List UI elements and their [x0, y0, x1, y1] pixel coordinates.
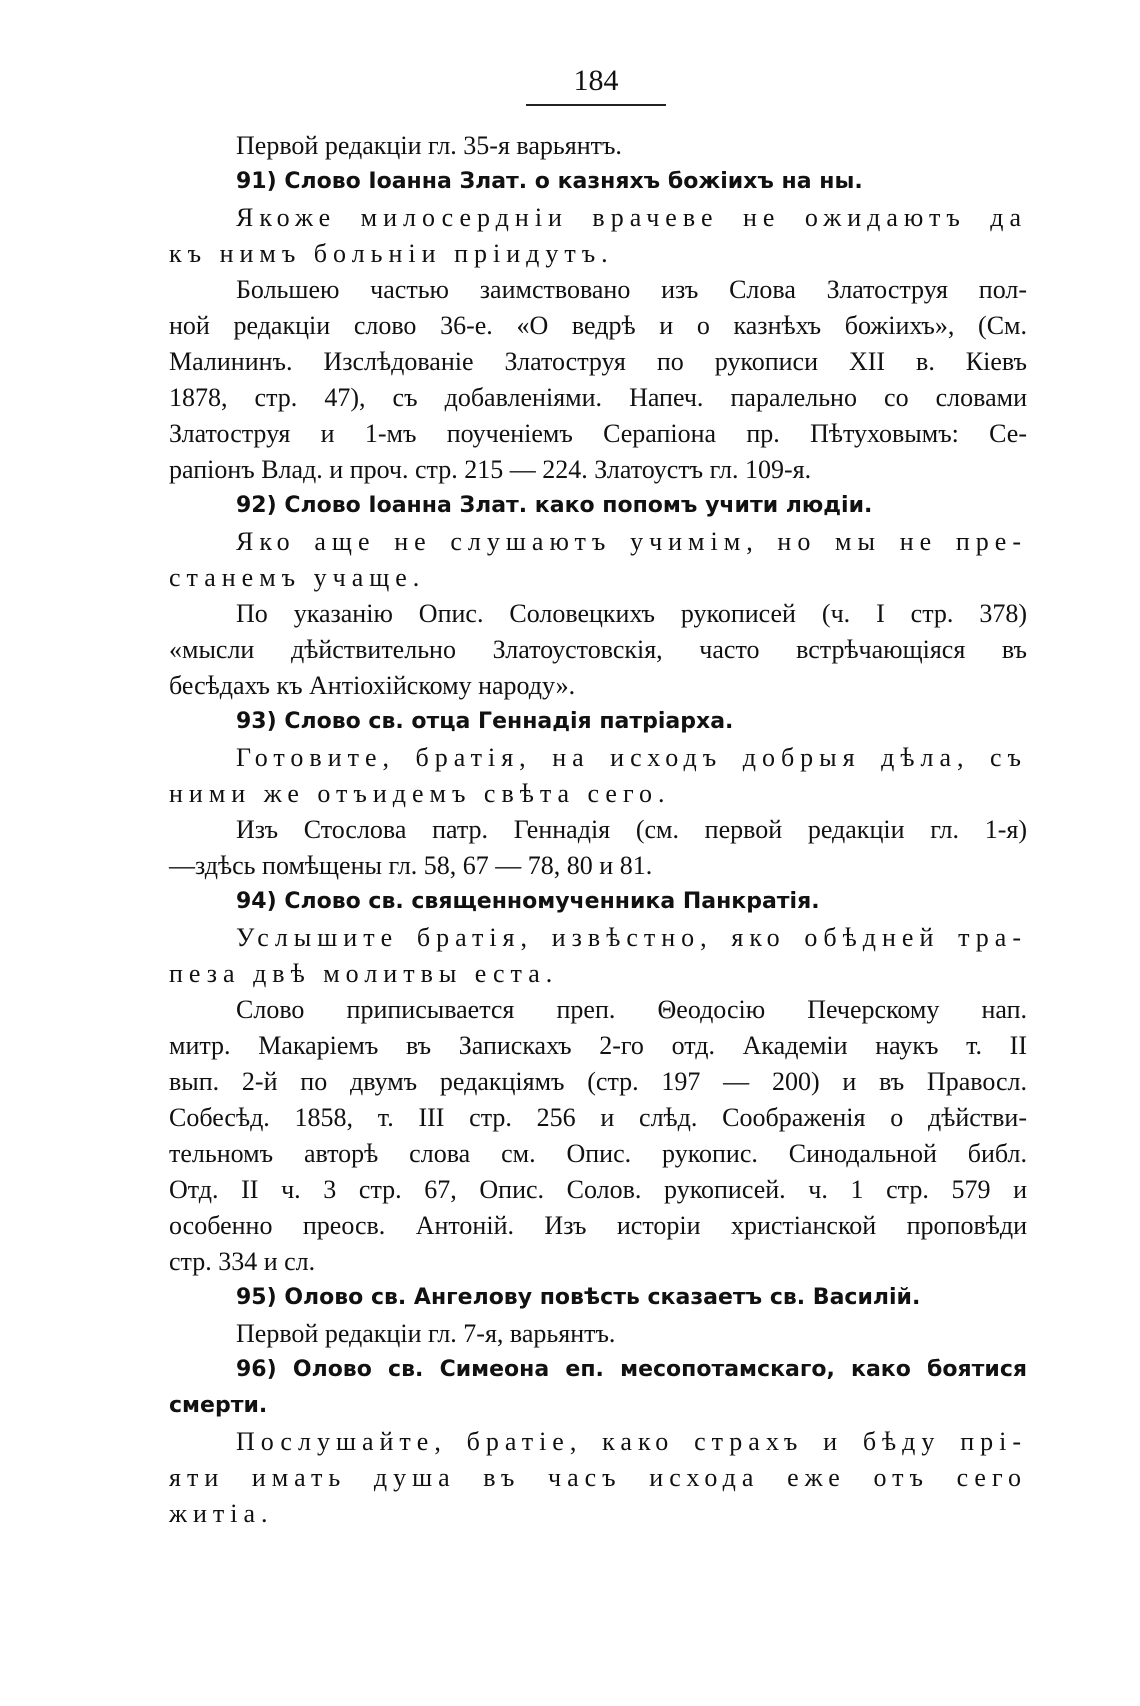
- entry-heading-line: 91) Слово Іоанна Злат. о казняхъ божіихъ на ны.: [236, 169, 863, 194]
- incipit-line: къ нимъ больніи пріидутъ.: [169, 239, 614, 268]
- incipit-line: станемъ учаще.: [169, 563, 426, 592]
- incipit-line: Услышите братія, извѣстно, яко обѣдней тра-: [236, 923, 1027, 952]
- note-line: Отд. II ч. 3 стр. 67, Опис. Солов. рукописей. ч. 1 стр. 579 и: [169, 1175, 1027, 1204]
- incipit-line: Якоже милосердніи врачеве не ожидаютъ да: [236, 203, 1027, 232]
- note-line: 1878, стр. 47), съ добавленіями. Напеч. паралельно со словами: [169, 383, 1027, 412]
- entry-heading-line: 92) Слово Іоанна Злат. како попомъ учити людіи.: [236, 493, 873, 518]
- incipit-line: Готовите, братія, на исходъ добрыя дѣла, съ: [236, 743, 1027, 772]
- note-line: Слово приписывается преп. Θеодосію Печерскому нап.: [236, 995, 1027, 1024]
- note-line: бесѣдахъ къ Антіохійскому народу».: [169, 671, 576, 700]
- note-line: Первой редакціи гл. 35-я варьянтъ.: [236, 131, 622, 160]
- note-line: митр. Макаріемъ въ Запискахъ 2-го отд. Академіи наукъ т. II: [169, 1031, 1027, 1060]
- note-line: Малининъ. Изслѣдованіе Златоструя по рукописи XII в. Кіевъ: [169, 347, 1027, 376]
- page-number-rule: [526, 104, 666, 106]
- entry-heading-line: 95) Олово св. Ангелову повѣсть сказаетъ св. Василій.: [236, 1285, 921, 1310]
- entry-heading-line: 93) Слово св. отца Геннадія патріарха.: [236, 709, 734, 734]
- note-line: Собесѣд. 1858, т. III стр. 256 и слѣд. Соображенія о дѣйстви-: [169, 1103, 1027, 1132]
- note-line: рапіонъ Влад. и проч. стр. 215 — 224. Златоустъ гл. 109-я.: [169, 455, 812, 484]
- incipit-line: ними же отъидемъ свѣта сего.: [169, 779, 671, 808]
- incipit-line: Яко аще не слушаютъ учимім, но мы не пре-: [236, 527, 1027, 556]
- note-line: тельномъ авторѣ слова см. Опис. рукопис. Синодальной библ.: [169, 1139, 1027, 1168]
- note-line: стр. 334 и сл.: [169, 1247, 316, 1276]
- incipit-line: житіа.: [169, 1499, 274, 1528]
- entry-heading-line: 96) Олово св. Симеона еп. месопотамскаго, како боятися: [236, 1357, 1027, 1382]
- note-line: вып. 2-й по двумъ редакціямъ (стр. 197 — 200) и въ Правосл.: [169, 1067, 1027, 1096]
- note-line: —здѣсь помѣщены гл. 58, 67 — 78, 80 и 81.: [169, 851, 653, 880]
- body-text: [169, 128, 1027, 1532]
- page-number: 184: [573, 64, 619, 97]
- note-line: Большею частью заимствовано изъ Слова Златоструя пол-: [236, 275, 1027, 304]
- note-line: Первой редакціи гл. 7-я, варьянтъ.: [236, 1319, 616, 1348]
- incipit-line: Послушайте, братіе, како страхъ и бѣду прі-: [236, 1427, 1027, 1456]
- note-line: особенно преосв. Антоній. Изъ исторіи христіанской проповѣди: [169, 1211, 1027, 1240]
- note-line: ной редакціи слово 36-е. «О ведрѣ и о казнѣхъ божіихъ», (См.: [169, 311, 1027, 340]
- note-line: «мысли дѣйствительно Златоустовскія, часто встрѣчающіяся въ: [169, 635, 1027, 664]
- entry-heading-line: 94) Слово св. священномученника Панкратія.: [236, 889, 820, 914]
- incipit-line: пеза двѣ молитвы еста.: [169, 959, 559, 988]
- incipit-line: яти имать душа въ часъ исхода еже отъ сего: [169, 1463, 1027, 1492]
- entry-heading-line: смерти.: [169, 1393, 268, 1418]
- note-line: Златоструя и 1-мъ поученіемъ Серапіона пр. Пѣтуховымъ: Се-: [169, 419, 1027, 448]
- note-line: По указанію Опис. Соловецкихъ рукописей (ч. I стр. 378): [236, 599, 1027, 628]
- note-line: Изъ Стослова патр. Геннадія (см. первой редакціи гл. 1-я): [236, 815, 1027, 844]
